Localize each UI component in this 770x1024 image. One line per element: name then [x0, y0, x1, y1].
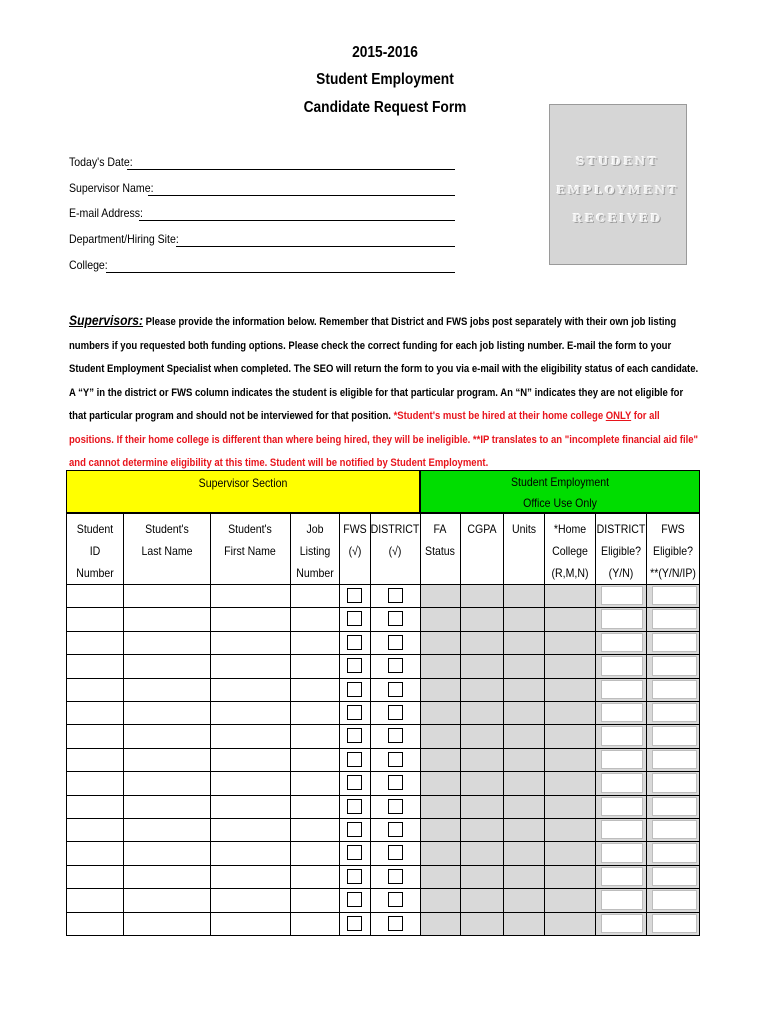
column-header: (√) — [388, 544, 402, 558]
column-header: Eligible? — [600, 544, 641, 558]
fws-checkbox[interactable] — [347, 705, 362, 720]
row-divider — [66, 607, 700, 608]
column-header: (Y/N) — [608, 566, 633, 580]
eligibility-input-cell[interactable] — [601, 773, 643, 792]
eligibility-input-cell[interactable] — [652, 820, 697, 839]
district-checkbox[interactable] — [388, 682, 403, 697]
row-divider — [66, 654, 700, 655]
district-checkbox[interactable] — [388, 752, 403, 767]
column-header: Number — [75, 566, 114, 580]
supervisors-label: Supervisors: — [69, 312, 144, 328]
eligibility-input-cell[interactable] — [601, 914, 643, 933]
row-divider — [66, 818, 700, 819]
column-header: FWS — [661, 522, 685, 536]
eligibility-input-cell[interactable] — [652, 703, 697, 722]
fws-checkbox[interactable] — [347, 845, 362, 860]
supervisor-section-header — [66, 470, 420, 513]
row-divider — [66, 841, 700, 842]
row-divider — [66, 724, 700, 725]
fws-checkbox[interactable] — [347, 775, 362, 790]
column-header: Last Name — [140, 544, 193, 558]
district-checkbox[interactable] — [388, 892, 403, 907]
row-divider — [66, 935, 700, 936]
email-field[interactable] — [139, 220, 455, 221]
district-checkbox[interactable] — [388, 658, 403, 673]
office-use-column — [503, 584, 544, 935]
eligibility-input-cell[interactable] — [601, 867, 643, 886]
eligibility-input-cell[interactable] — [652, 609, 697, 628]
column-header: College — [551, 544, 588, 558]
eligibility-input-cell[interactable] — [601, 633, 643, 652]
form-title-line: Candidate Request Form — [303, 99, 467, 116]
eligibility-input-cell[interactable] — [601, 680, 643, 699]
eligibility-input-cell[interactable] — [601, 703, 643, 722]
office-use-column — [420, 584, 460, 935]
fws-checkbox[interactable] — [347, 682, 362, 697]
row-divider — [66, 795, 700, 796]
column-header: Number — [295, 566, 334, 580]
column-header: CGPA — [466, 522, 497, 536]
eligibility-input-cell[interactable] — [601, 586, 643, 605]
fws-checkbox[interactable] — [347, 635, 362, 650]
district-checkbox[interactable] — [388, 822, 403, 837]
eligibility-input-cell[interactable] — [601, 656, 643, 675]
row-divider — [66, 865, 700, 866]
column-header: First Name — [224, 544, 276, 558]
eligibility-input-cell[interactable] — [652, 750, 697, 769]
office-section-header — [420, 470, 700, 513]
eligibility-input-cell[interactable] — [601, 820, 643, 839]
supervisor-section-title: Supervisor Section — [198, 476, 288, 490]
row-divider — [66, 701, 700, 702]
eligibility-input-cell[interactable] — [652, 797, 697, 816]
column-header: DISTRICT — [596, 522, 645, 536]
office-use-column — [544, 584, 595, 935]
district-checkbox[interactable] — [388, 635, 403, 650]
column-header: *Home — [553, 522, 586, 536]
row-divider — [66, 584, 700, 585]
district-checkbox[interactable] — [388, 775, 403, 790]
district-checkbox[interactable] — [388, 799, 403, 814]
eligibility-input-cell[interactable] — [652, 680, 697, 699]
department-field[interactable] — [176, 246, 455, 247]
fws-checkbox[interactable] — [347, 752, 362, 767]
column-header: Student — [76, 522, 113, 536]
column-header: Student's — [228, 522, 272, 536]
column-header: FA — [433, 522, 447, 536]
eligibility-input-cell[interactable] — [652, 656, 697, 675]
eligibility-input-cell[interactable] — [601, 609, 643, 628]
column-header: Eligible? — [653, 544, 693, 558]
column-header: Student's — [144, 522, 189, 536]
eligibility-input-cell[interactable] — [652, 773, 697, 792]
office-section-title: Student Employment — [510, 475, 610, 489]
eligibility-input-cell[interactable] — [652, 586, 697, 605]
instructions-paragraph — [69, 309, 700, 476]
eligibility-input-cell[interactable] — [652, 843, 697, 862]
eligibility-input-cell[interactable] — [652, 890, 697, 909]
column-header: Listing — [299, 544, 330, 558]
column-header: **(Y/N/IP) — [650, 566, 696, 580]
department-label: Department/Hiring Site: — [69, 232, 179, 246]
warning-text: *Student's must be hired at their home college — [393, 410, 606, 422]
fws-checkbox[interactable] — [347, 916, 362, 931]
row-divider — [66, 888, 700, 889]
district-checkbox[interactable] — [388, 916, 403, 931]
eligibility-input-cell[interactable] — [652, 867, 697, 886]
district-checkbox[interactable] — [388, 728, 403, 743]
date-field[interactable] — [127, 169, 455, 170]
district-checkbox[interactable] — [388, 611, 403, 626]
fws-checkbox[interactable] — [347, 869, 362, 884]
row-divider — [66, 631, 700, 632]
eligibility-input-cell[interactable] — [652, 633, 697, 652]
form-title-line: Student Employment — [316, 71, 454, 88]
warning-only: ONLY — [605, 410, 632, 422]
eligibility-input-cell[interactable] — [601, 890, 643, 909]
eligibility-input-cell[interactable] — [652, 914, 697, 933]
column-header: FWS — [342, 522, 367, 536]
office-section-subtitle: Office Use Only — [523, 496, 597, 510]
fws-checkbox[interactable] — [347, 892, 362, 907]
office-use-column — [460, 584, 503, 935]
column-header: Job — [305, 522, 324, 536]
eligibility-input-cell[interactable] — [601, 797, 643, 816]
column-header: Status — [425, 544, 455, 558]
fws-checkbox[interactable] — [347, 728, 362, 743]
fws-checkbox[interactable] — [347, 588, 362, 603]
district-checkbox[interactable] — [388, 588, 403, 603]
column-header: DISTRICT — [370, 522, 420, 536]
date-label: Today's Date: — [69, 155, 133, 169]
instructions-text: Please provide the information below. Remember that District and FWS jobs post separately with their own job listing numbers if you requested both funding options. Please check the correct funding for each job listing number. E-mail the form to your Student Employment Specialist when completed. The SEO will return the form to you via e-mail with the eligibility status of each candidate. A “Y” in the district or FWS column indicates the student is eligible for that particular program. An “N” indicates they are not eligible for that particular program and should not be interviewed for that position. — [69, 316, 699, 422]
supervisor-name-label: Supervisor Name: — [69, 181, 154, 195]
eligibility-input-cell[interactable] — [601, 726, 643, 745]
district-checkbox[interactable] — [388, 705, 403, 720]
district-checkbox[interactable] — [388, 845, 403, 860]
form-year: 2015-2016 — [352, 44, 418, 61]
column-header: Units — [511, 522, 536, 536]
column-header: (√) — [348, 544, 361, 558]
fws-checkbox[interactable] — [347, 822, 362, 837]
stamp-text: EMPLOYMENT — [556, 184, 680, 197]
stamp-text: STUDENT — [576, 155, 660, 168]
email-label: E-mail Address: — [69, 206, 143, 220]
column-header: ID — [89, 544, 100, 558]
row-divider — [66, 513, 700, 514]
fws-checkbox[interactable] — [347, 658, 362, 673]
received-stamp — [549, 104, 687, 265]
district-checkbox[interactable] — [388, 869, 403, 884]
college-label: College: — [69, 258, 108, 272]
stamp-text: RECEIVED — [572, 212, 664, 225]
column-header: (R,M,N) — [551, 566, 588, 580]
row-divider — [66, 771, 700, 772]
eligibility-input-cell[interactable] — [601, 843, 643, 862]
warning-text: for all positions. If their home college is different than where being hired, they will be ineligible. **IP translates to an "incomplete financial aid file" and cannot determine eligibility at this time. Student will be notified by Student Employment. — [69, 410, 699, 469]
eligibility-input-cell[interactable] — [652, 726, 697, 745]
row-divider — [66, 678, 700, 679]
fws-checkbox[interactable] — [347, 611, 362, 626]
supervisor-name-field[interactable] — [148, 195, 455, 196]
college-field[interactable] — [106, 272, 455, 273]
row-divider — [66, 912, 700, 913]
row-divider — [66, 748, 700, 749]
eligibility-input-cell[interactable] — [601, 750, 643, 769]
fws-checkbox[interactable] — [347, 799, 362, 814]
